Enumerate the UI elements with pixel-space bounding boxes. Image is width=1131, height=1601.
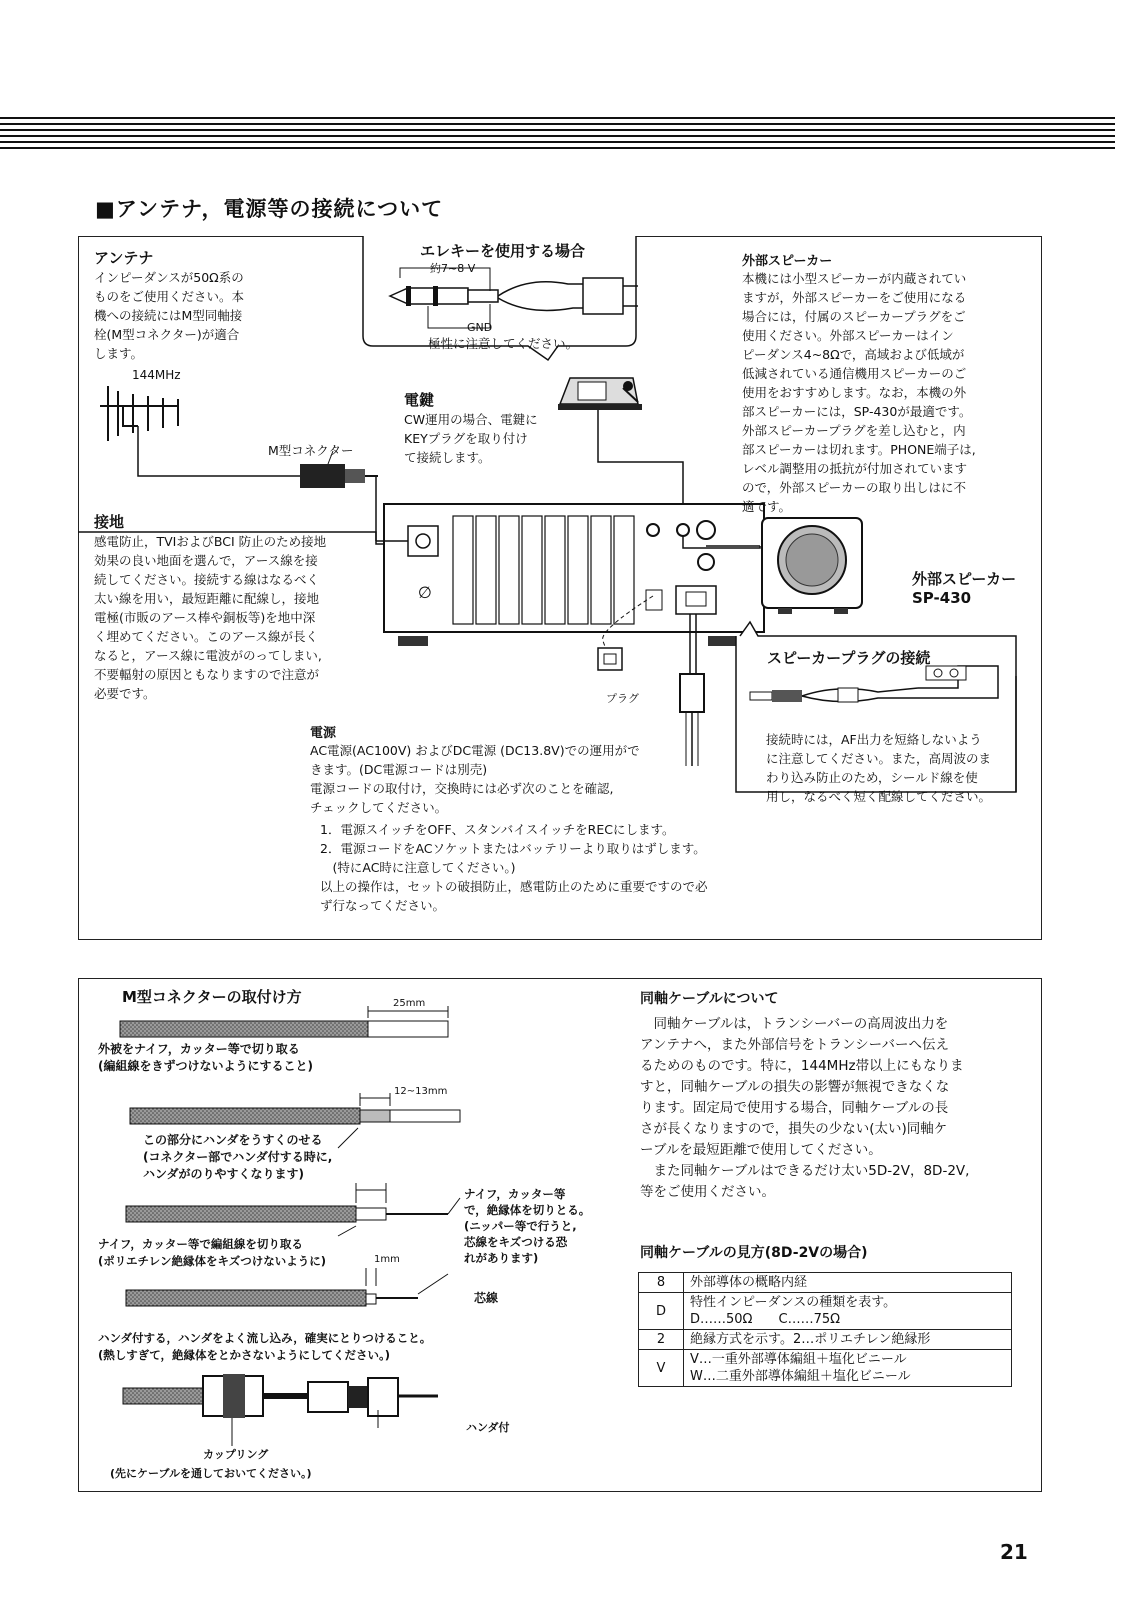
page-number: 21 [1000, 1540, 1028, 1564]
mconn-step4-line: (熱しすぎて，絶縁体をとかさないようにしてください。) [98, 1348, 391, 1362]
mconn-step1-line: (編組線をきずつけないようにすること) [98, 1059, 313, 1073]
mconn-step1-line: 外被をナイフ，カッター等で切り取る [98, 1042, 300, 1056]
coax-table [638, 1272, 1012, 1387]
ground-line: 必要です。 [94, 686, 156, 701]
power-line: 電源コードの取付け，交換時には必ず次のことを確認, [310, 781, 614, 796]
table-key: 8 [639, 1273, 684, 1293]
key-section [404, 389, 574, 467]
table-desc-line: 特性インピーダンスの種類を表す。 [690, 1295, 897, 1310]
ground-line: く埋めてください。このアース線が長く [94, 629, 319, 644]
core-label: 芯線 [474, 1291, 499, 1305]
antenna-line: ものをご使用ください。本 [94, 289, 245, 304]
table-key: 2 [639, 1330, 684, 1350]
speaker-plug-line: 用し，なるべく短く配線してください。 [766, 789, 992, 804]
speaker-icon [762, 518, 862, 614]
speaker-plug-heading: スピーカープラグの接続 [767, 649, 931, 667]
cable-step3-icon [126, 1183, 460, 1236]
speaker-label-line: 外部スピーカー [912, 570, 1017, 588]
section-title: ■アンテナ，電源等の接続について [95, 197, 444, 221]
ext-speaker-heading: 外部スピーカー [742, 254, 833, 269]
ext-speaker-section [742, 250, 1032, 516]
table-desc-line: 外部導体の概略内経 [690, 1275, 808, 1290]
key-line: KEYプラグを取り付け [404, 431, 528, 446]
mconn-step2-line: ハンダがのりやすくなります) [143, 1167, 305, 1181]
connector-label: M型コネクター [268, 443, 354, 458]
speaker-plug-section [766, 730, 1036, 806]
ext-speaker-line: 本機には小型スピーカーが内蔵されてい [742, 271, 967, 286]
ext-speaker-line: 部スピーカーは切れます。PHONE端子は, [742, 442, 976, 457]
elekey-gnd-label: GND [467, 321, 493, 334]
table-desc-line: V…一重外部導体編組＋塩化ビニール [690, 1352, 907, 1367]
table-desc-line: W…二重外部導体編組＋塩化ビニール [690, 1369, 911, 1384]
coax-line: また同軸ケーブルはできるだけ太い5D-2V，8D-2V, [640, 1163, 970, 1179]
coax-line: すと，同軸ケーブルの損失の影響が無視できなくな [640, 1079, 950, 1095]
power-closing: ず行なってください。 [320, 898, 446, 913]
table-desc [684, 1330, 1012, 1350]
table-row [639, 1293, 1012, 1330]
power-line: きます。(DC電源コードは別売) [310, 762, 488, 777]
connector-assembly-icon [123, 1374, 438, 1446]
ext-speaker-line: レベル調整用の抵抗が付加されています [742, 461, 968, 476]
speaker-model: SP-430 [912, 589, 972, 607]
svg-text:∅: ∅ [418, 583, 432, 602]
ext-speaker-line: ので，外部スピーカーの取り出しはに不 [742, 480, 967, 495]
power-section [310, 722, 710, 817]
speaker-plug-line: わり込み防止のため，シールド線を使 [766, 770, 978, 785]
mconn-step3r-line: ナイフ，カッター等 [464, 1187, 566, 1201]
ground-line: 効果の良い地面を選んで，アース線を接 [94, 553, 318, 568]
coax-heading: 同軸ケーブルについて [640, 991, 779, 1007]
table-row [639, 1350, 1012, 1387]
mconn-heading: M型コネクターの取付け方 [122, 988, 302, 1006]
ext-speaker-line: 使用ください。外部スピーカーはイン [742, 328, 954, 343]
mconn-step3-right [464, 1186, 614, 1266]
mconn-step3r-line: で，絶縁体を切りとる。 [464, 1203, 591, 1217]
cable-step1-icon [120, 1006, 448, 1037]
power-line: AC電源(AC100V) およびDC電源 (DC13.8V)での運用がで [310, 743, 640, 758]
table-row [639, 1330, 1012, 1350]
table-desc [684, 1293, 1012, 1330]
coax-line: 同軸ケーブルは，トランシーバーの高周波出力を [640, 1016, 949, 1032]
plug-label: プラグ [606, 692, 639, 705]
mconn-dim2: 12~13mm [394, 1086, 448, 1097]
ground-section [94, 511, 394, 703]
antenna-line: インピーダンスが50Ω系の [94, 270, 244, 285]
antenna-line: 栓(M型コネクター)が適合 [94, 327, 240, 342]
table-desc [684, 1273, 1012, 1293]
ext-speaker-line: 適です。 [742, 499, 792, 514]
power-step: (特にAC時に注意してください。) [320, 860, 516, 875]
antenna-freq-label: 144MHz [132, 368, 181, 382]
power-closing: 以上の操作は，セットの破損防止，感電防止のために重要ですので必 [320, 879, 708, 894]
mconn-step4-line: ハンダ付する，ハンダをよく流し込み，確実にとりつけること。 [98, 1331, 432, 1345]
coax-line: ーブルを最短距離で使用してください。 [640, 1142, 882, 1158]
key-heading: 電鍵 [404, 391, 435, 409]
mconn-step4 [98, 1330, 538, 1364]
ground-line: 感電防止，TVIおよびBCI 防止のため接地 [94, 534, 327, 549]
speaker-plug-line: に注意してください。また，高周波のま [766, 751, 992, 766]
power-step: 2．電源コードをACソケットまたはバッテリーより取りはずします。 [320, 841, 706, 856]
table-key: D [639, 1293, 684, 1330]
antenna-line: 機への接続にはM型同軸接 [94, 308, 243, 323]
mconn-step1 [98, 1041, 428, 1075]
antenna-icon [100, 386, 178, 441]
ground-line: 続してください。接続する線はなるべく [94, 572, 320, 587]
power-step: 1．電源スイッチをOFF、スタンバイスイッチをRECにします。 [320, 822, 675, 837]
ext-speaker-line: ピーダンス4~8Ωで，高域および低域が [742, 347, 965, 362]
transceiver-rear-icon [384, 504, 764, 646]
ground-line: なると，アース線に電波がのってしまい, [94, 648, 322, 663]
coax-section [640, 988, 1025, 1203]
table-row [639, 1273, 1012, 1293]
antenna-section [94, 247, 294, 363]
coax-line: アンテナへ，また外部信号をトランシーバーへ伝え [640, 1037, 949, 1053]
coax-table-heading: 同軸ケーブルの見方(8D-2Vの場合) [640, 1245, 868, 1261]
mconn-step3r-line: れがあります) [464, 1251, 539, 1265]
mconn-step3r-line: 芯線をキズつける恐 [464, 1235, 568, 1249]
elekey-note: 極性に注意してください。 [428, 336, 579, 351]
coax-line: さが長くなりますので，損失の少ない(太い)同軸ケ [640, 1121, 948, 1137]
ground-heading: 接地 [94, 513, 125, 531]
mconn-dim3: 1mm [374, 1254, 400, 1265]
power-heading: 電源 [310, 726, 337, 741]
ground-line: 太い線を用い，最短距離に配線し，接地 [94, 591, 320, 606]
elekey-voltage-label: 約7~8 V [430, 262, 476, 275]
antenna-line: します。 [94, 346, 144, 361]
table-key: V [639, 1350, 684, 1387]
table-desc-line: 絶縁方式を示す。2…ポリエチレン絶縁形 [690, 1332, 931, 1347]
power-line: チェックしてください。 [310, 800, 448, 815]
m-connector-icon [300, 464, 378, 488]
coupling-note: (先にケーブルを通しておいてください。) [110, 1467, 312, 1480]
ext-speaker-line: ますが，外部スピーカーをご使用になる [742, 290, 967, 305]
mconn-step2 [143, 1132, 423, 1183]
ext-speaker-line: 場合には，付属のスピーカープラグをご [742, 309, 966, 324]
speaker-label [912, 568, 1016, 607]
cable-step4-icon [126, 1268, 448, 1306]
table-desc [684, 1350, 1012, 1387]
ext-speaker-line: 使用をおすすめします。なお，本機の外 [742, 385, 967, 400]
mconn-step3 [98, 1236, 458, 1270]
key-line: CW運用の場合、電鍵に [404, 412, 538, 427]
coupling-label: カップリング [203, 1448, 269, 1461]
power-steps [320, 820, 790, 915]
ext-speaker-line: 外部スピーカープラグを差し込むと，内 [742, 423, 966, 438]
ext-speaker-line: 低減されている通信機用スピーカーのご [742, 366, 967, 381]
coax-line: るためのものです。特に，144MHz帯以上にもなりま [640, 1058, 964, 1074]
antenna-heading: アンテナ [94, 249, 154, 267]
mconn-step3-line: (ポリエチレン絶縁体をキズつけないように) [98, 1254, 327, 1268]
ext-speaker-line: 部スピーカーには，SP-430が最適です。 [742, 404, 972, 419]
table-desc-line: D……50Ω C……75Ω [690, 1312, 841, 1327]
mconn-step3-line: ナイフ，カッター等で編組線を切り取る [98, 1237, 303, 1251]
ground-line: 不要輻射の原因ともなりますので注意が [94, 667, 320, 682]
speaker-plug-line: 接続時には，AF出力を短絡しないよう [766, 732, 982, 747]
ground-line: 電極(市販のアース棒や銅板等)を地中深 [94, 610, 316, 625]
mconn-step3r-line: (ニッパー等で行うと, [464, 1219, 577, 1233]
coax-line: 等をご使用ください。 [640, 1184, 775, 1200]
elekey-heading: エレキーを使用する場合 [420, 242, 586, 260]
mconn-dim1: 25mm [393, 998, 426, 1009]
mconn-step2-line: (コネクター部でハンダ付する時に, [143, 1150, 333, 1164]
key-line: て接続します。 [404, 450, 491, 465]
mconn-step2-line: この部分にハンダをうすくのせる [143, 1133, 323, 1147]
coax-line: ります。固定局で使用する場合，同軸ケーブルの長 [640, 1100, 949, 1116]
solder-label: ハンダ付 [466, 1421, 510, 1434]
